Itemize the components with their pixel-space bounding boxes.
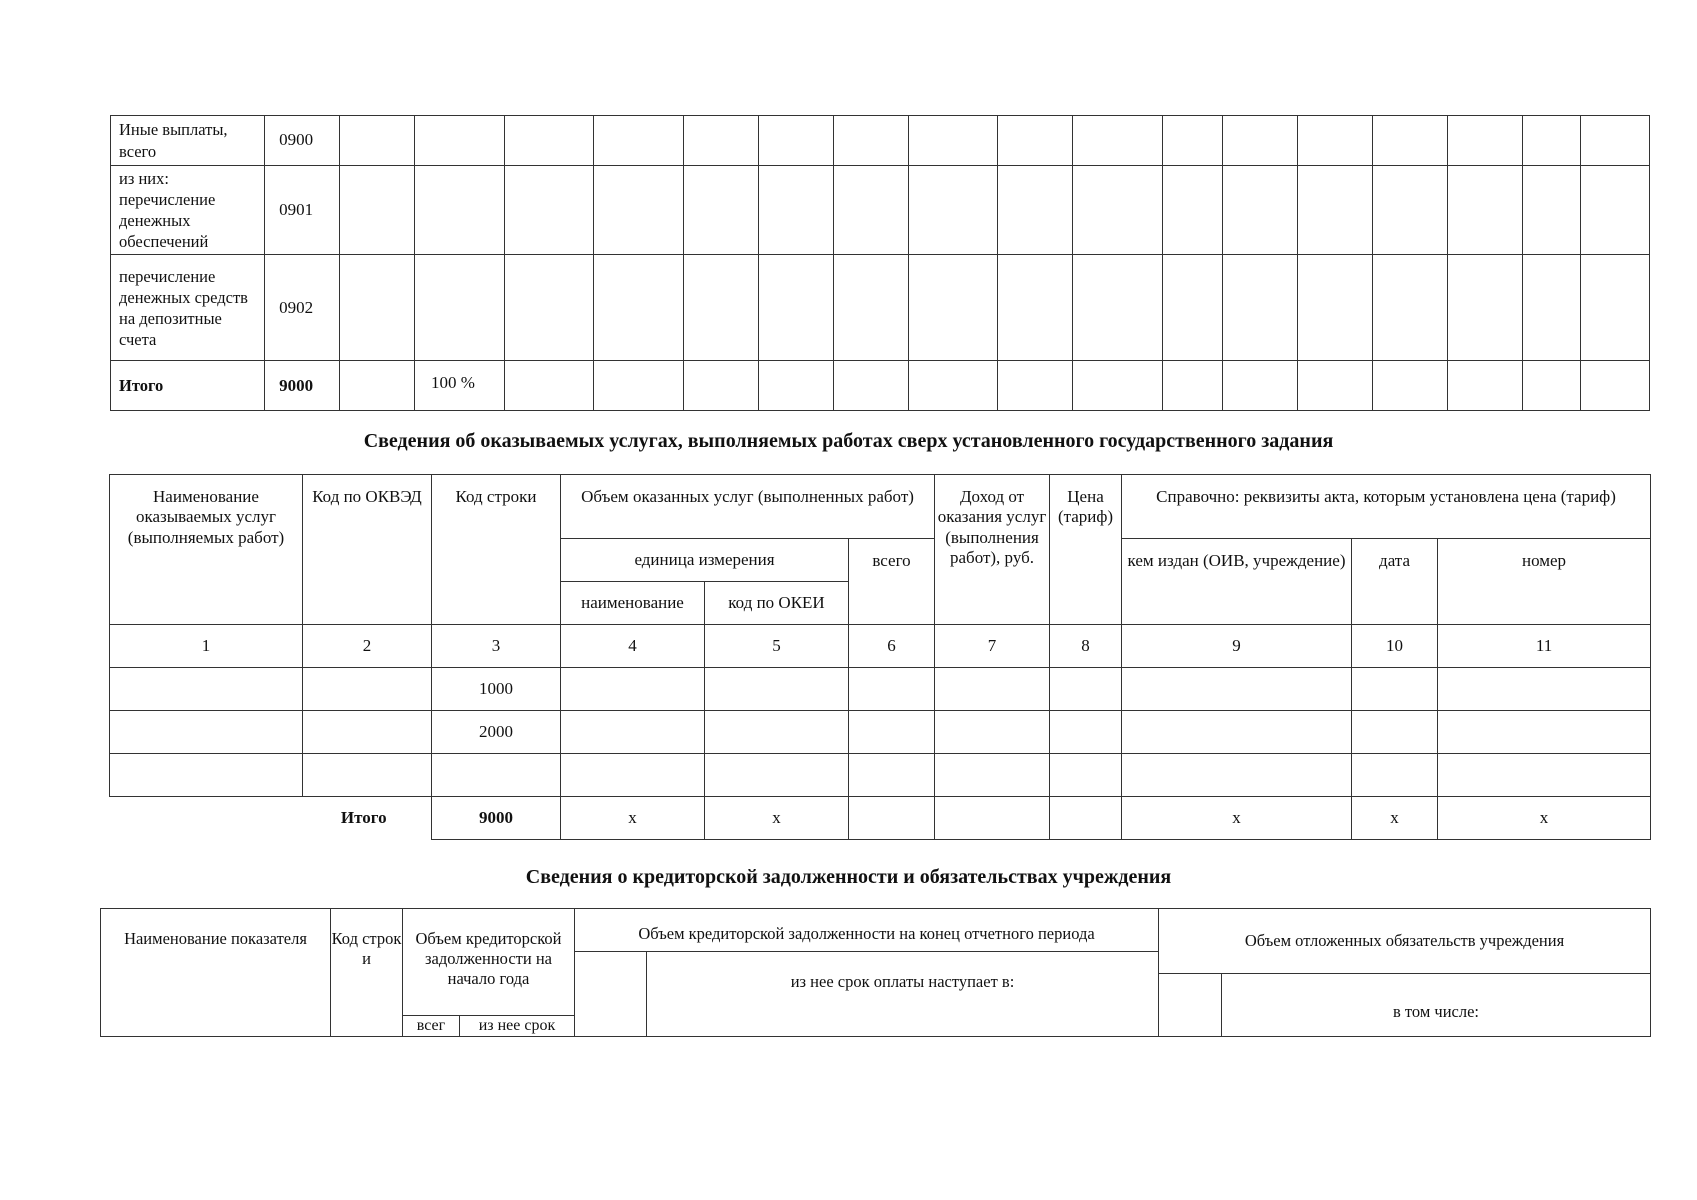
header-including: в том числе: — [1222, 974, 1651, 1037]
column-number: 10 — [1352, 625, 1438, 668]
x-mark: x — [1438, 797, 1651, 840]
header-due-in: из нее срок оплаты наступает в: — [647, 952, 1159, 1037]
total-label: Итого — [303, 797, 432, 840]
header-end-volume: Объем кредиторской задолженности на конец отчетного периода — [575, 909, 1159, 952]
header-issuer: кем издан (ОИВ, учреждение) — [1122, 539, 1352, 625]
table-row — [111, 116, 1650, 166]
table-row — [110, 754, 1651, 797]
header-okei: код по ОКЕИ — [705, 582, 849, 625]
header-deferred: Объем отложенных обязательств учреждения — [1159, 909, 1651, 974]
row-label: перечисление денежных средств на депозитные счета — [111, 255, 265, 361]
row-code — [432, 754, 561, 797]
services-table — [109, 474, 1651, 840]
header-row-code: Код строк и — [331, 909, 403, 1037]
other-payments-table — [110, 115, 1650, 411]
header-okved: Код по ОКВЭД — [303, 475, 432, 625]
header-price: Цена (тариф) — [1050, 475, 1122, 625]
x-mark: x — [1122, 797, 1352, 840]
x-mark: x — [705, 797, 849, 840]
column-number: 5 — [705, 625, 849, 668]
total-label: Итого — [111, 361, 265, 411]
header-number: номер — [1438, 539, 1651, 625]
row-label: Иные выплаты, всего — [111, 116, 265, 166]
header-of-which: из нее срок — [460, 1016, 575, 1037]
x-mark: x — [1352, 797, 1438, 840]
row-code: 2000 — [432, 711, 561, 754]
header-income: Доход от оказания услуг (выполнения работ), руб. — [935, 475, 1050, 625]
column-number: 4 — [561, 625, 705, 668]
table-row — [110, 668, 1651, 711]
row-code: 0900 — [265, 116, 340, 166]
table-row — [111, 255, 1650, 361]
column-number: 7 — [935, 625, 1050, 668]
column-number-row — [110, 625, 1651, 668]
row-code: 0902 — [265, 255, 340, 361]
column-number: 1 — [110, 625, 303, 668]
header-unit: единица измерения — [561, 539, 849, 582]
payables-table — [100, 908, 1651, 1037]
header-service-name: Наименование оказываемых услуг (выполняемых работ) — [110, 475, 303, 625]
header-total-short: всег — [403, 1016, 460, 1037]
column-number: 2 — [303, 625, 432, 668]
row-code: 1000 — [432, 668, 561, 711]
table-row — [111, 166, 1650, 255]
total-row — [111, 361, 1650, 411]
column-number: 3 — [432, 625, 561, 668]
row-code: 0901 — [265, 166, 340, 255]
header-volume: Объем оказанных услуг (выполненных работ) — [561, 475, 935, 539]
header-date: дата — [1352, 539, 1438, 625]
column-number: 8 — [1050, 625, 1122, 668]
header-indicator: Наименование показателя — [101, 909, 331, 1037]
table-row — [110, 711, 1651, 754]
header-total: всего — [849, 539, 935, 625]
total-code: 9000 — [265, 361, 340, 411]
section-title-services: Сведения об оказываемых услугах, выполняемых работах сверх установленного государственного задания — [363, 430, 1334, 452]
x-mark: x — [561, 797, 705, 840]
total-code: 9000 — [432, 797, 561, 840]
header-reference: Справочно: реквизиты акта, которым установлена цена (тариф) — [1122, 475, 1651, 539]
column-number: 6 — [849, 625, 935, 668]
total-percent: 100 % — [415, 361, 505, 411]
header-row-code: Код строки — [432, 475, 561, 625]
header-start-volume: Объем кредиторской задолженности на начало года — [403, 909, 575, 1016]
row-label: из них: перечисление денежных обеспечений — [111, 166, 265, 255]
total-row — [110, 797, 1651, 840]
column-number: 11 — [1438, 625, 1651, 668]
header-unit-name: наименование — [561, 582, 705, 625]
column-number: 9 — [1122, 625, 1352, 668]
section-title-payables: Сведения о кредиторской задолженности и обязательствах учреждения — [525, 866, 1172, 888]
